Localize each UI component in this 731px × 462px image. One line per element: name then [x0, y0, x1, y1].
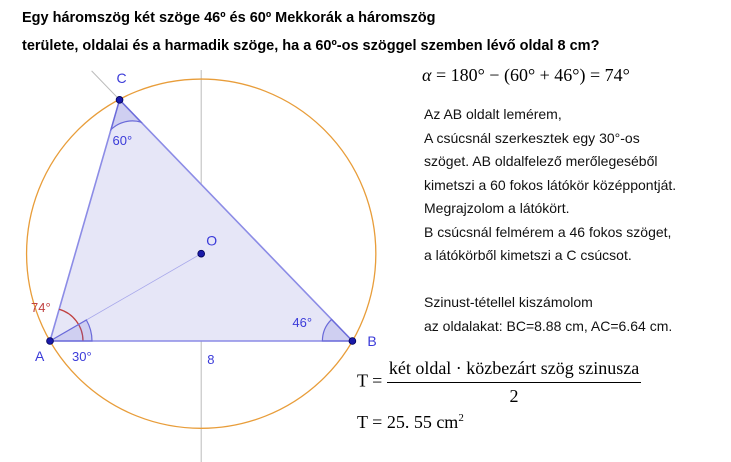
- explanation-line: kimetszi a 60 fokos látókör középpontját.: [424, 176, 677, 193]
- construction-explanation: [424, 103, 676, 268]
- explanation-line: Az AB oldalt lemérem,: [424, 106, 562, 122]
- angle-label-a-30: 30°: [72, 349, 92, 364]
- label-b: B: [367, 333, 377, 349]
- sine-rule-line-2: az oldalakat: BC=8.88 cm, AC=6.64 cm.: [424, 317, 673, 334]
- area-value: [357, 412, 464, 433]
- angle-label-a-total: 74°: [31, 300, 51, 315]
- explanation-line: A csúcsnál szerkesztek egy 30°-os: [424, 129, 640, 146]
- label-c: C: [116, 69, 127, 86]
- alpha-expression: = 180° − (60° + 46°) = 74°: [435, 65, 630, 85]
- area-denominator: 2: [509, 386, 519, 406]
- area-value-exponent: 2: [458, 412, 464, 424]
- area-formula: [357, 358, 641, 407]
- sine-rule-text: [424, 291, 672, 338]
- label-o: O: [206, 232, 218, 249]
- point-a: [47, 338, 54, 345]
- area-lhs: T =: [357, 370, 383, 391]
- point-c: [116, 96, 123, 103]
- area-value-text: T = 25. 55 cm: [357, 412, 459, 432]
- alpha-symbol: α: [422, 65, 432, 85]
- alpha-formula: [422, 65, 630, 86]
- construction-ray-line: [92, 71, 120, 100]
- problem-line-2: területe, oldalai és a harmadik szöge, ha a 60º-os szöggel szemben lévő oldal 8 cm?: [22, 38, 600, 54]
- angle-label-b: 46°: [292, 315, 313, 330]
- sine-rule-line-1: Szinust-tétellel kiszámolom: [424, 294, 593, 310]
- explanation-line: Megrajzolom a látókört.: [424, 200, 570, 216]
- explanation-line: szöget. AB oldalfelező merőlegeséből: [424, 153, 658, 169]
- label-a: A: [35, 348, 45, 364]
- side-label-ab: 8: [207, 352, 215, 367]
- angle-label-c: 60°: [112, 132, 133, 148]
- explanation-line: B csúcsnál felmérem a 46 fokos szöget,: [424, 223, 672, 240]
- problem-line-1: Egy háromszög két szöge 46º és 60º Mekkorák a háromszög: [22, 10, 436, 26]
- area-fraction: [387, 358, 641, 407]
- point-o-center: [198, 250, 205, 257]
- area-numerator: két oldal · közbezárt szög szinusza: [387, 358, 641, 383]
- point-b: [349, 338, 356, 345]
- explanation-line: a látókörből kimetszi a C csúcsot.: [424, 247, 632, 263]
